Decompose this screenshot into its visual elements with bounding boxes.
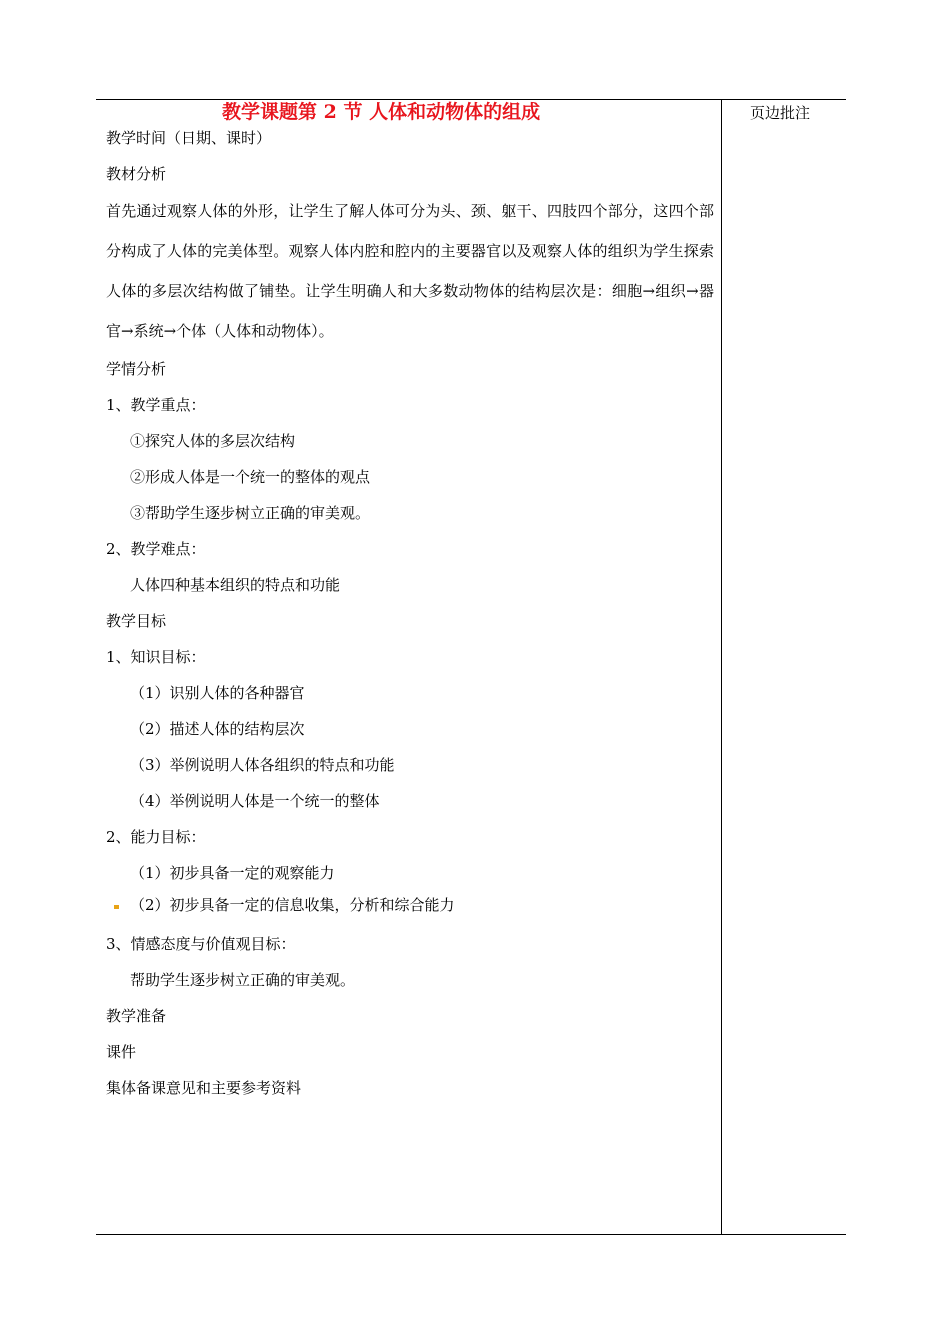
highlight-mark bbox=[114, 905, 119, 909]
column-divider bbox=[721, 99, 722, 1235]
student-analysis-heading: 学情分析 bbox=[106, 360, 167, 378]
knowledge-goal-item: （1）识别人体的各种器官 bbox=[130, 684, 305, 702]
material-analysis-heading: 教材分析 bbox=[106, 165, 167, 183]
knowledge-goal-item: （2）描述人体的结构层次 bbox=[130, 720, 305, 738]
attitude-goals-heading: 3、情感态度与价值观目标： bbox=[106, 935, 296, 953]
key-point-item: ③帮助学生逐步树立正确的审美观。 bbox=[130, 504, 371, 522]
material-analysis-paragraph: 首先通过观察人体的外形，让学生了解人体可分为头、颈、躯干、四肢四个部分，这四个部分构成了人体的完美体型。观察人体内腔和腔内的主要器官以及观察人体的组织为学生探索人体的多层次结构做了铺垫。让学生明确人和大多数动物体的结构层次是：细胞→组织→器官→系统→个体（人体和动物体）。 bbox=[106, 202, 714, 340]
ability-goal-item: （2）初步具备一定的信息收集，分析和综合能力 bbox=[130, 896, 455, 914]
preparation-item: 课件 bbox=[106, 1043, 137, 1061]
preparation-heading: 教学准备 bbox=[106, 1007, 167, 1025]
collective-notes-heading: 集体备课意见和主要参考资料 bbox=[106, 1079, 302, 1097]
teaching-time: 教学时间（日期、课时） bbox=[106, 129, 272, 147]
table-bottom-rule bbox=[96, 1234, 846, 1235]
knowledge-goals-heading: 1、知识目标： bbox=[106, 648, 206, 666]
lesson-title: 教学课题第 2 节 人体和动物体的组成 bbox=[222, 101, 541, 123]
ability-goals-heading: 2、能力目标： bbox=[106, 828, 206, 846]
ability-goal-item: （1）初步具备一定的观察能力 bbox=[130, 864, 335, 882]
key-point-item: ①探究人体的多层次结构 bbox=[130, 432, 296, 450]
key-point-item: ②形成人体是一个统一的整体的观点 bbox=[130, 468, 371, 486]
difficulties-heading: 2、教学难点： bbox=[106, 540, 206, 558]
difficulty-item: 人体四种基本组织的特点和功能 bbox=[130, 576, 341, 594]
attitude-goal-item: 帮助学生逐步树立正确的审美观。 bbox=[130, 971, 356, 989]
teaching-goals-heading: 教学目标 bbox=[106, 612, 167, 630]
key-points-heading: 1、教学重点： bbox=[106, 396, 206, 414]
margin-notes-heading: 页边批注 bbox=[750, 104, 811, 122]
knowledge-goal-item: （4）举例说明人体是一个统一的整体 bbox=[130, 792, 380, 810]
knowledge-goal-item: （3）举例说明人体各组织的特点和功能 bbox=[130, 756, 395, 774]
